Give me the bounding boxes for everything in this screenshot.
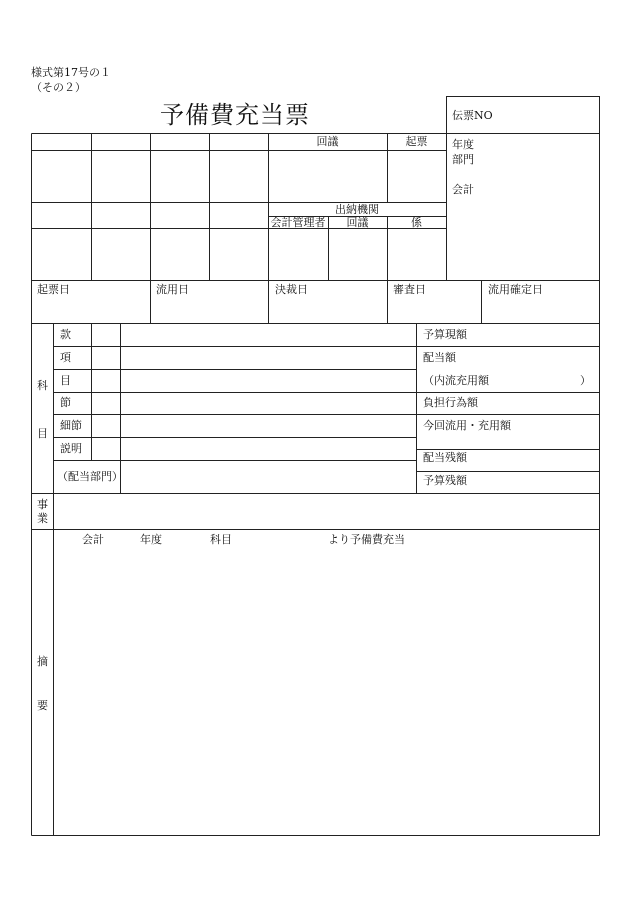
form-variant: （その２） [31, 81, 86, 94]
department-label: 部門 [452, 153, 474, 166]
allocation-remaining-label: 配当残額 [423, 451, 467, 464]
subject-row-label: 目 [60, 374, 71, 387]
summary-label-2: 要 [37, 699, 48, 712]
summary-subject: 科目 [210, 533, 232, 546]
summary-accounting: 会計 [82, 533, 104, 546]
summary-from-reserve: より予備費充当 [328, 533, 405, 546]
this-transfer-label: 今回流用・充用額 [423, 419, 511, 432]
accounting-label: 会計 [452, 183, 474, 196]
obligation-label: 負担行為額 [423, 396, 478, 409]
transfer-date-label: 流用日 [156, 283, 189, 296]
subject-row-label: 細節 [60, 419, 82, 432]
treasury-review-label: 回議 [346, 216, 369, 229]
allocation-dept-label: （配当部門） [57, 470, 123, 483]
treasury-label: 出納機関 [335, 203, 379, 216]
slip-no-label: 伝票NO [452, 109, 493, 122]
transfer-confirm-date-label: 流用確定日 [488, 283, 543, 296]
summary-fiscal-year: 年度 [140, 533, 162, 546]
drafter-label: 起票 [405, 135, 428, 148]
fiscal-year-label: 年度 [452, 138, 474, 151]
decision-date-label: 決裁日 [275, 283, 308, 296]
summary-label-1: 摘 [37, 655, 48, 668]
subject-side-label-1: 科 [37, 379, 48, 392]
subject-row-label: 項 [60, 351, 71, 364]
subject-row-label: 説明 [60, 442, 82, 455]
page-title: 予備費充当票 [160, 101, 310, 129]
form-number: 様式第17号の１ [31, 66, 111, 79]
review-label: 回議 [316, 135, 339, 148]
audit-date-label: 審査日 [393, 283, 426, 296]
subject-row-label: 節 [60, 396, 71, 409]
accounting-manager-label: 会計管理者 [270, 216, 326, 229]
internal-transfer-label: （内流充用額 [423, 374, 489, 387]
subject-row-label: 款 [60, 328, 71, 341]
budget-remaining-label: 予算残額 [423, 474, 467, 487]
draft-date-label: 起票日 [37, 283, 70, 296]
internal-transfer-close: ） [580, 374, 591, 387]
subject-side-label-2: 目 [37, 427, 48, 440]
budget-current-label: 予算現額 [423, 328, 467, 341]
allocated-label: 配当額 [423, 351, 456, 364]
project-label-1: 事 [37, 498, 48, 511]
staff-label: 係 [411, 216, 422, 229]
project-label-2: 業 [37, 512, 48, 525]
